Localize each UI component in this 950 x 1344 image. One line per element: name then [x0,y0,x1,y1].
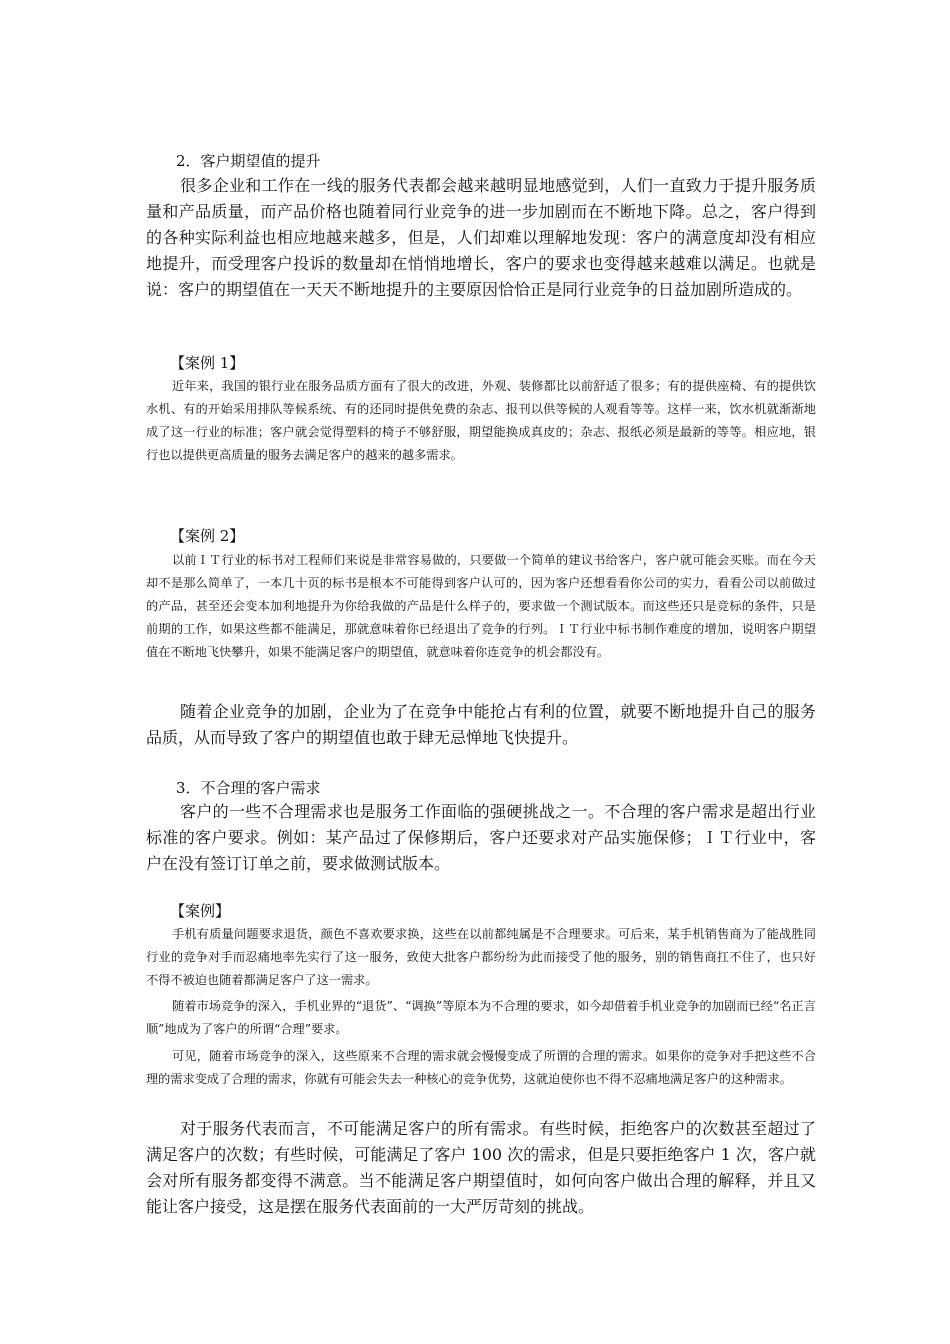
paragraph-unreasonable-demands: 客户的一些不合理需求也是服务工作面临的强硬挑战之一。不合理的客户需求是超出行业标准的客户要求。例如：某产品过了保修期后，客户还要求对产品实施保修；ＩＴ行业中，客户在没有签订订单之前，要求做测试版本。 [146,802,816,873]
case-3-paragraph-1: 手机有质量问题要求退货，颜色不喜欢要求换，这些在以前都纯属是不合理要求。可后来，某手机销售商为了能战胜同行业的竞争对手而忍痛地率先实行了这一服务，致使大批客户都纷纷为此而接受了他的服务，别的销售商扛不住了，也只好不得不被迫也随着都满足客户了这一需求。 [146,927,816,987]
case-1-text: 近年来，我国的银行业在服务品质方面有了很大的改进，外观、装修都比以前舒适了很多；有的提供座椅、有的提供饮水机、有的开始采用排队等候系统、有的还同时提供免费的杂志、报刊以供等候的人观看等等。这样一来，饮水机就渐渐地成了这一行业的标准；客户就会觉得塑料的椅子不够舒服，期望能换成真皮的；杂志、报纸必须是最新的等等。相应地，银行也以提供更高质量的服务去满足客户的越来的越多需求。 [146,379,816,462]
case-1-label: 【案例 1】 [170,354,245,372]
paragraph-expectation-rise: 很多企业和工作在一线的服务代表都会越来越明显地感觉到，人们一直致力于提升服务质量和产品质量，而产品价格也随着同行业竞争的进一步加剧而在不断地下降。总之，客户得到的各种实际利益也相应地越来越多，但是，人们却难以理解地发现：客户的满意度却没有相应地提升，而受理客户投诉的数量却在悄悄地增长，客户的要求也变得越来越难以满足。也就是说：客户的期望值在一天天不断地提升的主要原因恰恰正是同行业竞争的日益加剧所造成的。 [146,176,816,299]
paragraph-competition-raises-expectation: 随着企业竞争的加剧，企业为了在竞争中能抢占有利的位置，就要不断地提升自己的服务品质，从而导致了客户的期望值也敢于肆无忌惮地飞快提升。 [146,702,816,747]
case-2-text: 以前ＩＴ行业的标书对工程师们来说是非常容易做的，只要做一个简单的建议书给客户，客户就可能会买账。而在今天却不是那么简单了，一本几十页的标书是根本不可能得到客户认可的，因为客户还想看看你公司的实力，看看公司以前做过的产品，甚至还会变本加利地提升为你给我做的产品是什么样子的，要求做一个测试版本。而这些还只是竞标的条件，只是前期的工作，如果这些都不能满足，那就意味着你已经退出了竞争的行列。ＩＴ行业中标书制作难度的增加，说明客户期望值在不断地飞快攀升，如果不能满足客户的期望值，就意味着你连竞争的机会都没有。 [146,553,816,659]
section-heading-customer-expectation: 2．客户期望值的提升 [176,152,321,170]
case-3-paragraph-2: 随着市场竞争的深入，手机业界的“退货”、“调换”等原本为不合理的要求，如今却借着手机业竞争的加剧而已经“名正言顺”地成为了客户的所谓“合理”要求。 [146,999,816,1036]
case-2-label: 【案例 2】 [170,527,245,545]
paragraph-service-rep-challenge: 对于服务代表而言，不可能满足客户的所有需求。有些时候，拒绝客户的次数甚至超过了满足客户的次数；有些时候，可能满足了客户 100 次的需求，但是只要拒绝客户 1 次，客户就会对所有服务都变得不满意。当不能满足客户期望值时，如何向客户做出合理的解释，并且又能让客户接受，这是摆在服务代表面前的一大严厉苛刻的挑战。 [146,1119,816,1216]
section-heading-unreasonable-demands: 3．不合理的客户需求 [176,779,321,797]
case-3-paragraph-3: 可见，随着市场竞争的深入，这些原来不合理的需求就会慢慢变成了所谓的合理的需求。如果你的竞争对手把这些不合理的需求变成了合理的需求，你就有可能会失去一种核心的竞争优势，这就迫使你也不得不忍痛地满足客户的这种需求。 [146,1049,816,1086]
case-3-label: 【案例】 [170,902,231,920]
